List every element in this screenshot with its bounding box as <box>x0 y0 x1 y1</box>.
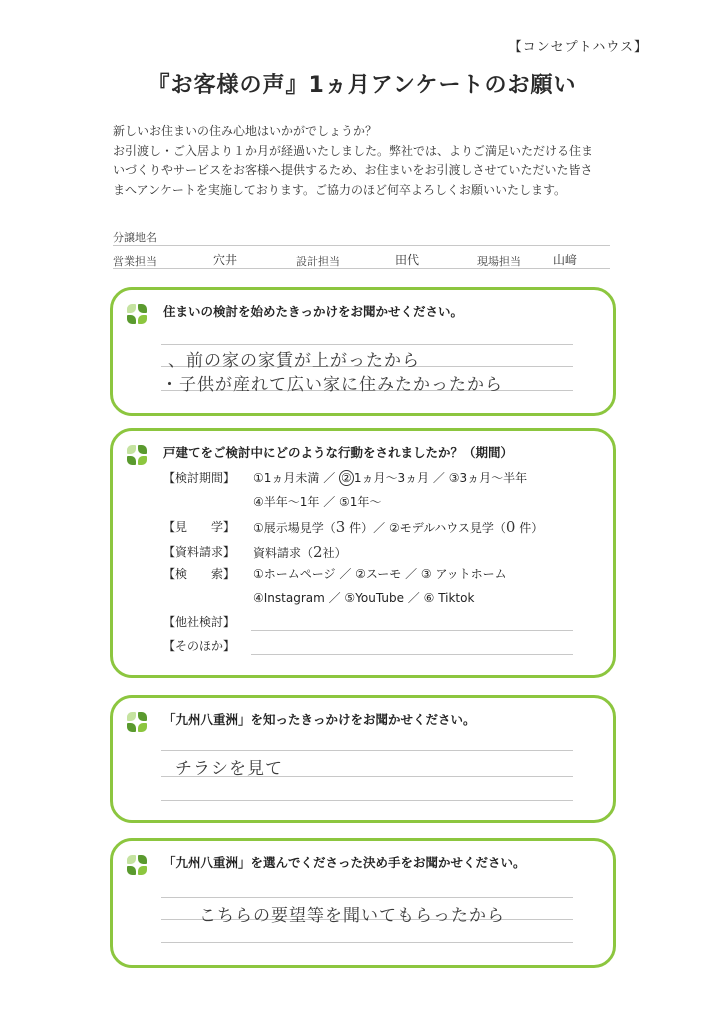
answer-line <box>161 942 573 943</box>
answer-line <box>251 630 573 631</box>
visit-label: 【見 学】 <box>163 520 236 534</box>
intro-line: 新しいお住まいの住み心地はいかがでしょうか？ <box>113 124 378 138</box>
answer-line <box>251 654 573 655</box>
site-value: 山﨑 <box>553 253 578 267</box>
misc-label: 【そのほか】 <box>163 639 236 653</box>
period-selected-mark: ② <box>341 471 352 485</box>
answer-line <box>161 344 573 345</box>
question-1-answer-1: 、前の家の家賃が上がったから <box>168 351 420 371</box>
intro-line: お引渡し・ご入居より１か月が経過いたしました。弊社では、よりご満足いただける住ま <box>113 143 594 158</box>
answer-line <box>161 800 573 801</box>
question-3-answer: チラシを見て <box>175 759 283 779</box>
intro-line: まへアンケートを実施しております。ご協力のほど何卒よろしくお願いいたします。 <box>113 182 567 197</box>
clover-logo-icon <box>127 712 147 732</box>
clover-logo-icon <box>127 304 147 324</box>
clover-logo-icon <box>127 445 147 465</box>
visit-model-count: 0 <box>505 518 516 536</box>
question-2-title: 戸建てをご検討中にどのような行動をされましたか？（期間） <box>163 445 514 460</box>
visit-model-text: 件）／ ②モデルハウス見学（ <box>349 521 506 535</box>
site-label: 現場担当 <box>477 255 521 268</box>
answer-line <box>161 750 573 751</box>
question-1-title: 住まいの検討を始めたきっかけをお聞かせください。 <box>163 304 464 319</box>
clover-logo-icon <box>127 855 147 875</box>
visit-showroom-count: 3 <box>335 518 346 536</box>
visit-showroom-text: ①展示場見学（ <box>253 521 336 535</box>
subdivision-label: 分譲地名 <box>113 231 157 244</box>
period-options <box>253 469 527 486</box>
question-card-4 <box>110 838 616 968</box>
question-1-answer-2: ・子供が産れて広い家に住みたかったから <box>161 375 503 395</box>
staff-rule <box>113 268 610 269</box>
visit-end-text: 件） <box>519 521 544 535</box>
design-value: 田代 <box>395 253 420 267</box>
question-card-1 <box>110 287 616 416</box>
question-3-title: 「九州八重洲」を知ったきっかけをお聞かせください。 <box>163 712 476 727</box>
other-companies-label: 【他社検討】 <box>163 615 236 629</box>
page-title: 『お客様の声』1ヵ月アンケートのお願い <box>147 73 577 98</box>
period-option-2-3: 1ヵ月〜3ヵ月 ／ ③3ヵ月〜半年 <box>353 471 528 485</box>
period-options-line2: ④半年〜1年 ／ ⑤1年〜 <box>253 495 382 509</box>
concept-house-tag: 【コンセプトハウス】 <box>508 40 648 55</box>
docs-count: 2 <box>313 543 323 561</box>
visit-values <box>253 518 543 536</box>
answer-line <box>161 897 573 898</box>
design-label: 設計担当 <box>296 255 340 268</box>
docs-text: 資料請求（ <box>253 546 314 560</box>
period-label: 【検討期間】 <box>163 471 236 485</box>
period-option-1: ①1ヵ月未満 ／ <box>253 471 336 485</box>
question-card-2 <box>110 428 616 678</box>
intro-text <box>113 122 633 200</box>
question-4-title: 「九州八重洲」を選んでくださった決め手をお聞かせください。 <box>163 855 526 870</box>
question-card-3 <box>110 695 616 823</box>
search-label: 【検 索】 <box>163 567 236 581</box>
intro-line: いづくりやサービスをお客様へ提供するため、お住まいをお引渡しさせていただいた皆さ <box>113 163 593 177</box>
docs-values <box>253 543 347 561</box>
question-4-answer: こちらの要望等を聞いてもらったから <box>199 906 505 926</box>
subdivision-rule <box>113 245 610 246</box>
sales-value: 穴井 <box>213 253 238 267</box>
search-options-line1: ①ホームページ ／ ②スーモ ／ ③ アットホーム <box>253 567 507 581</box>
docs-end-text: 社） <box>322 546 347 560</box>
search-options-line2: ④Instagram ／ ⑤YouTube ／ ⑥ Tiktok <box>253 591 475 605</box>
sales-label: 営業担当 <box>113 255 157 268</box>
docs-label: 【資料請求】 <box>163 545 236 559</box>
